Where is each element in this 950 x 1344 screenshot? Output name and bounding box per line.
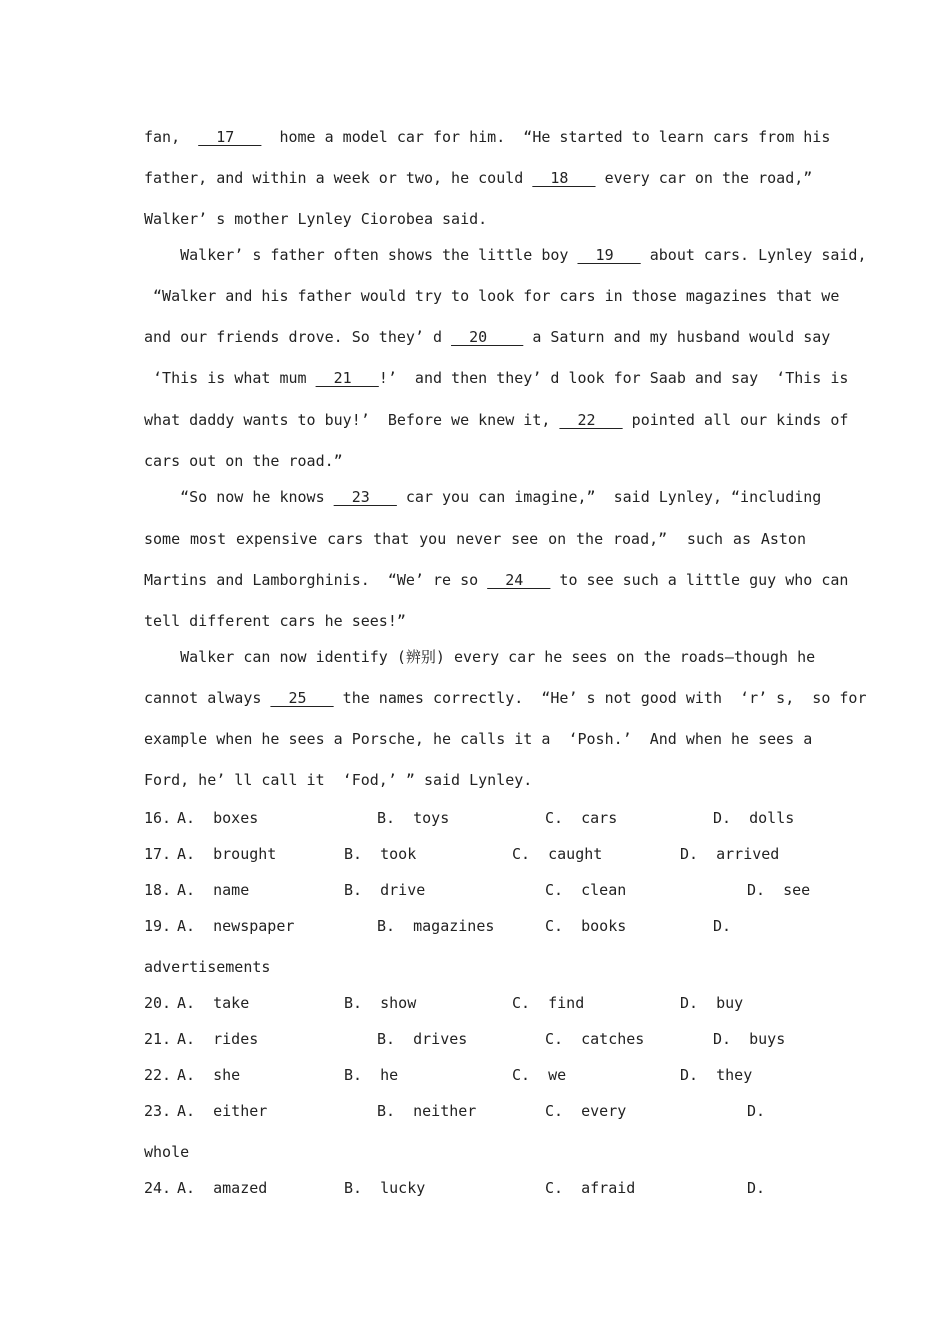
passage-text: Walker’ s father often shows the little boy [144,246,578,264]
question-number: 23. [144,1102,172,1120]
passage-text: cannot always [144,689,271,707]
passage-text: to see such a little guy who can [550,571,849,589]
answer-option: B. lucky [344,1179,426,1197]
passage-text: a Saturn and my husband would say [523,328,831,346]
passage-line [144,770,806,790]
question-number: 16. [144,809,172,827]
passage-text: tell different cars he sees!” [144,612,406,630]
passage-text: about cars. Lynley said, [640,246,867,264]
passage-text: pointed all our kinds of [622,411,849,429]
answer-option-continued: advertisements [144,958,271,976]
passage-line [144,688,867,708]
blank-number: 24 [487,571,551,589]
passage-text: example when he sees a Porsche, he calls it a ‘Posh.’ And when he sees a [144,730,813,748]
blank-number: 20 [451,328,524,346]
passage-text: !’ and then they’ d look for Saab and say ‘This is [378,369,849,387]
answer-option: D. arrived [680,845,780,863]
passage-line [144,647,816,667]
answer-option: A. take [177,994,250,1012]
passage-text: some most expensive cars that you never see on the road,” such as Aston [144,530,806,548]
question-number: 24. [144,1179,172,1197]
passage-text: “So now he knows [144,488,334,506]
passage-line [144,168,813,188]
answer-option: C. clean [545,881,627,899]
answer-option: A. rides [177,1030,259,1048]
passage-line [144,127,831,147]
blank-number: 18 [532,169,596,187]
answer-option-continued: whole [144,1143,190,1161]
answer-option: A. brought [177,845,277,863]
answer-option: B. neither [377,1102,477,1120]
blank-number: 17 [198,128,262,146]
passage-line [144,209,806,229]
answer-option: B. took [344,845,417,863]
passage-text: “Walker and his father would try to look for cars in those magazines that we [144,287,840,305]
answer-option: B. he [344,1066,399,1084]
passage-text: Walker’ s mother Lynley Ciorobea said. [144,210,488,228]
blank-number: 21 [315,369,379,387]
answer-option: A. boxes [177,809,259,827]
passage-text: home a model car for him. “He started to learn cars from his [261,128,831,146]
passage-text: what daddy wants to buy!’ Before we knew it, [144,411,560,429]
passage-text: Ford, he’ ll call it ‘Fod,’ ” said Lynley. [144,771,533,789]
passage-text: Walker can now identify (辨别) every car he sees on the roads—though he [144,648,816,666]
passage-text: cars out on the road.” [144,452,343,470]
passage-line [144,245,867,265]
answer-option: D. [747,1102,766,1120]
blank-number: 19 [577,246,641,264]
passage-text: fan, [144,128,199,146]
answer-option: D. [713,917,732,935]
question-number: 17. [144,845,172,863]
passage-text: ‘This is what mum [144,369,316,387]
passage-line [144,570,849,590]
blank-number: 22 [559,411,623,429]
passage-text: and our friends drove. So they’ d [144,328,452,346]
passage-line [144,410,849,430]
answer-option: B. drives [377,1030,468,1048]
passage-line [144,451,806,471]
answer-option: D. buy [680,994,744,1012]
answer-option: C. afraid [545,1179,636,1197]
passage-line [144,327,831,347]
blank-number: 25 [270,689,334,707]
answer-option: C. books [545,917,627,935]
answer-option: A. either [177,1102,268,1120]
passage-line [144,286,840,306]
answer-option: B. magazines [377,917,495,935]
passage-line [144,611,806,631]
answer-option: D. dolls [713,809,795,827]
passage-text: father, and within a week or two, he could [144,169,533,187]
answer-option: A. amazed [177,1179,268,1197]
answer-option: D. they [680,1066,753,1084]
question-number: 20. [144,994,172,1012]
answer-option: A. name [177,881,250,899]
passage-line [144,368,849,388]
passage-text: Martins and Lamborghinis. “We’ re so [144,571,488,589]
passage-text: car you can imagine,” said Lynley, “including [396,488,822,506]
answer-option: B. toys [377,809,450,827]
question-number: 18. [144,881,172,899]
answer-option: A. she [177,1066,241,1084]
passage-line [144,529,806,549]
passage-text: every car on the road,” [595,169,813,187]
answer-option: D. buys [713,1030,786,1048]
answer-option: C. every [545,1102,627,1120]
answer-option: A. newspaper [177,917,295,935]
question-number: 22. [144,1066,172,1084]
answer-option: C. we [512,1066,567,1084]
answer-option: C. caught [512,845,603,863]
answer-option: C. catches [545,1030,645,1048]
question-number: 21. [144,1030,172,1048]
answer-option: B. drive [344,881,426,899]
passage-text: the names correctly. “He’ s not good with ‘r’ s, so for [333,689,867,707]
blank-number: 23 [333,488,397,506]
passage-line [144,487,822,507]
answer-option: D. see [747,881,811,899]
answer-option: C. cars [545,809,618,827]
answer-option: C. find [512,994,585,1012]
question-number: 19. [144,917,172,935]
passage-line [144,729,813,749]
answer-option: D. [747,1179,766,1197]
answer-option: B. show [344,994,417,1012]
